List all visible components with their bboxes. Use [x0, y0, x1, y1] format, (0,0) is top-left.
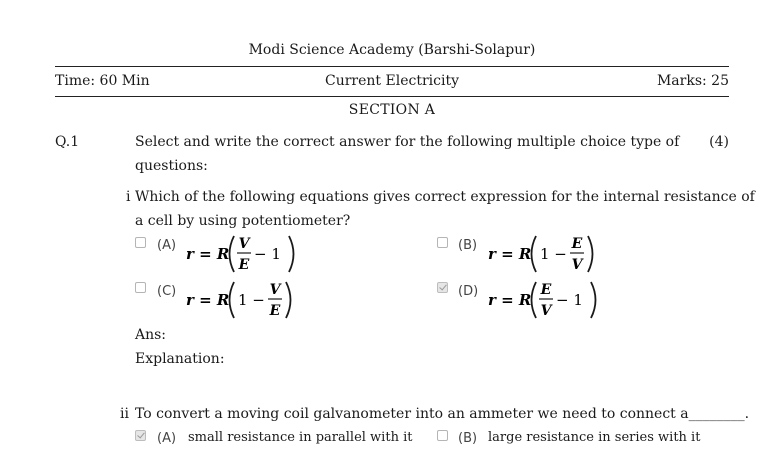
answer-label: Ans: [135, 327, 167, 343]
option-c-label: (C) [157, 284, 177, 299]
section-title: SECTION A [348, 102, 436, 118]
option-b-head: 1 − [540, 245, 567, 263]
option-d-denominator: V [540, 303, 552, 319]
sub2-option-a-checkbox[interactable] [135, 430, 146, 441]
option-a-label: (A) [157, 238, 177, 253]
academy-title: Modi Science Academy (Barshi-Solapur) [248, 42, 536, 58]
option-c-checkbox[interactable] [135, 282, 146, 293]
subquestion-text-line2: a cell by using potentiometer? [135, 213, 351, 229]
option-a-denominator: E [238, 257, 250, 273]
option-b-equation [488, 230, 608, 282]
option-b-numerator: E [571, 236, 583, 252]
option-a-equation [186, 230, 306, 282]
question-instruction-line1: Select and write the correct answer for the following multiple choice type of [135, 134, 680, 150]
sub2-option-a-label: (A) [157, 431, 177, 446]
option-c-denominator: E [269, 303, 281, 319]
option-d-label: (D) [458, 284, 479, 299]
exam-marks: Marks: 25 [656, 73, 729, 89]
subquestion-index: i [126, 189, 131, 205]
sub2-option-a-text: small resistance in parallel with it [188, 430, 413, 445]
header-top-rule [55, 66, 729, 67]
option-c-head: 1 − [238, 291, 265, 309]
option-c-equation [186, 276, 306, 328]
option-d-equation [488, 276, 608, 328]
option-a-tail: − 1 [254, 245, 281, 263]
exam-time: Time: 60 Min [55, 73, 150, 89]
subquestion-text-line1: Which of the following equations gives correct expression for the internal resistance of [135, 189, 755, 205]
option-d-tail: − 1 [556, 291, 583, 309]
subquestion2-text: To convert a moving coil galvanometer into an ammeter we need to connect a________. [135, 406, 750, 422]
option-d-lhs: r = R [488, 291, 532, 309]
option-a-numerator: V [238, 236, 250, 252]
option-b-lhs: r = R [488, 245, 532, 263]
exam-subject: Current Electricity [325, 73, 459, 89]
question-instruction-line2: questions: [135, 158, 208, 174]
subquestion2-index: ii [120, 406, 129, 422]
option-a-lhs: r = R [186, 245, 230, 263]
question-marks: (4) [709, 134, 729, 150]
option-a-checkbox[interactable] [135, 237, 146, 248]
option-b-label: (B) [458, 238, 478, 253]
option-c-numerator: V [269, 282, 281, 298]
question-number: Q.1 [55, 134, 80, 150]
header-bottom-rule [55, 96, 729, 97]
sub2-option-b-checkbox[interactable] [437, 430, 448, 441]
option-d-checkbox[interactable] [437, 282, 448, 293]
option-d-numerator: E [540, 282, 552, 298]
option-c-lhs: r = R [186, 291, 230, 309]
option-b-checkbox[interactable] [437, 237, 448, 248]
explanation-label: Explanation: [135, 351, 225, 367]
sub2-option-b-text: large resistance in series with it [488, 430, 701, 445]
sub2-option-b-label: (B) [458, 431, 478, 446]
option-b-denominator: V [571, 257, 583, 273]
